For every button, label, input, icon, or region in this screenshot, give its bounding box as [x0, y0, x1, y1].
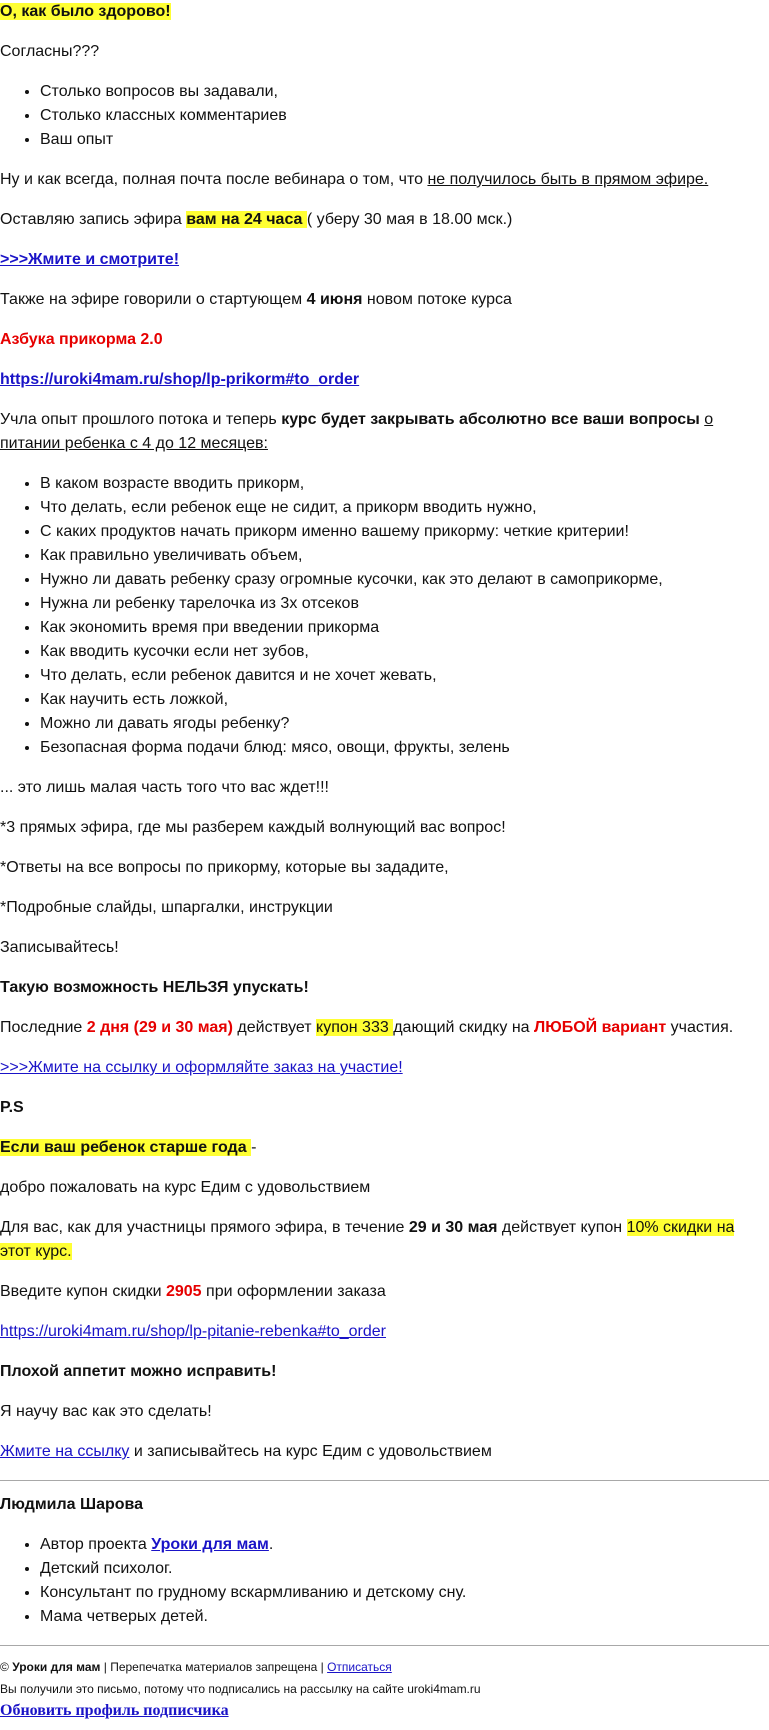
course-intro	[0, 288, 769, 312]
course-intro-prefix: Также на эфире говорили о стартующем	[0, 291, 307, 308]
headline	[0, 0, 769, 24]
final-paragraph	[0, 1440, 769, 1464]
record-suffix: ( уберу 30 мая в 18.00 мск.)	[306, 211, 513, 228]
watch-link[interactable]: >>>Жмите и смотрите!	[0, 251, 180, 268]
coupon-prefix: Последние	[0, 1019, 87, 1036]
divider	[0, 1645, 769, 1646]
list-item: • Ваш опыт	[40, 128, 769, 152]
list-item: • Как вводить кусочки если нет зубов,	[40, 640, 769, 664]
signup-text: Записывайтесь!	[0, 939, 119, 956]
course-url-link[interactable]: https://uroki4mam.ru/shop/lp-prikorm#to_order	[0, 371, 360, 388]
list-item: • Можно ли давать ягоды ребенку?	[40, 712, 769, 736]
order-paragraph	[0, 1056, 769, 1080]
welcome-text: добро пожаловать на курс Едим с удовольствием	[0, 1179, 371, 1196]
coupon-mid2: дающий скидку на	[393, 1019, 534, 1036]
discount-highlight: 10% скидки на этот курс.	[0, 1219, 735, 1260]
list-item: • Столько вопросов вы задавали,	[40, 80, 769, 104]
ps-text: P.S	[0, 1099, 24, 1116]
course2-url-link[interactable]: https://uroki4mam.ru/shop/lp-pitanie-rebenka#to_order	[0, 1323, 386, 1340]
mail-note-text: Ну и как всегда, полная почта после вебинара о том, что	[0, 171, 428, 188]
discount-dates: 29 и 30 мая	[408, 1219, 498, 1236]
list-item: • Нужно ли давать ребенку сразу огромные кусочки, как это делают в самоприкорме,	[40, 568, 769, 592]
copyright-sign: ©	[0, 1660, 13, 1674]
author-name-text: Людмила Шарова	[0, 1496, 144, 1513]
final-link[interactable]: Жмите на ссылку	[0, 1443, 130, 1460]
list-item	[40, 1533, 769, 1557]
feature-item: *3 прямых эфира, где мы разберем каждый волнующий вас вопрос!	[0, 819, 506, 836]
coupon-any: ЛЮБОЙ вариант	[534, 1019, 667, 1036]
ps	[0, 1096, 769, 1120]
agree-text: Согласны???	[0, 43, 100, 60]
older-child	[0, 1136, 769, 1160]
coupon-code: купон 333	[316, 1019, 394, 1036]
dont-miss-text: Такую возможность НЕЛЬЗЯ упускать!	[0, 979, 309, 996]
final-suffix: и записывайтесь на курс Едим с удовольствием	[129, 1443, 492, 1460]
record-highlight: вам на 24 часа	[186, 211, 307, 228]
course2-url-paragraph	[0, 1320, 769, 1344]
discount-mid: действует купон	[497, 1219, 627, 1236]
discount-prefix: Для вас, как для участницы прямого эфира, в течение	[0, 1219, 409, 1236]
author-name	[0, 1493, 769, 1517]
watch-paragraph	[0, 248, 769, 272]
coupon2-paragraph	[0, 1280, 769, 1304]
mail-note-underlined: не получилось быть в прямом эфире.	[427, 171, 709, 188]
author-list	[0, 1533, 769, 1629]
list-item: • Детский психолог.	[40, 1557, 769, 1581]
footer-copyright	[0, 1658, 769, 1676]
order-link[interactable]: >>>Жмите на ссылку и оформляйте заказ на участие!	[0, 1059, 403, 1076]
coupon2-code: 2905	[165, 1283, 202, 1300]
appetite-text: Плохой аппетит можно исправить!	[0, 1363, 277, 1380]
older-highlight: Если ваш ребенок старше года	[0, 1139, 252, 1156]
discount-paragraph	[0, 1216, 769, 1264]
intro-list	[0, 80, 769, 152]
record-prefix: Оставляю запись эфира	[0, 211, 187, 228]
course-start-date: 4 июня	[306, 291, 363, 308]
divider	[0, 1480, 769, 1481]
list-item: • Что делать, если ребенок еще не сидит, а прикорм вводить нужно,	[40, 496, 769, 520]
list-item: • В каком возрасте вводить прикорм,	[40, 472, 769, 496]
older-dash: -	[251, 1139, 257, 1156]
record-note	[0, 208, 769, 232]
coupon-days: 2 дня (29 и 30 мая)	[86, 1019, 233, 1036]
footer-notice: Вы получили это письмо, потому что подписались на рассылку на сайте uroki4mam.ru	[0, 1682, 481, 1696]
list-item: • Как правильно увеличивать объем,	[40, 544, 769, 568]
course-name	[0, 328, 769, 352]
coupon-mid: действует	[232, 1019, 317, 1036]
headline-text: О, как было здорово!	[0, 3, 171, 20]
course-desc-prefix: Учла опыт прошлого потока и теперь	[0, 411, 282, 428]
project-link[interactable]: Уроки для мам	[151, 1536, 269, 1553]
update-profile-link[interactable]: Обновить профиль подписчика	[0, 1702, 229, 1719]
update-profile-paragraph	[0, 1702, 769, 1720]
list-item: • С каких продуктов начать прикорм именно вашему прикорму: четкие критерии!	[40, 520, 769, 544]
coupon2-suffix: при оформлении заказа	[201, 1283, 386, 1300]
list-item: • Как научить есть ложкой,	[40, 688, 769, 712]
small-part-text: ... это лишь малая часть того что вас ждет!!!	[0, 779, 329, 796]
course-name-text: Азбука прикорма 2.0	[0, 331, 163, 348]
course-description	[0, 408, 769, 456]
dont-miss	[0, 976, 769, 1000]
topics-list	[0, 472, 769, 760]
coupon-paragraph	[0, 1016, 769, 1040]
list-item: • Как экономить время при введении прикорма	[40, 616, 769, 640]
course-desc-underlined: о питании ребенка с 4 до 12 месяцев:	[0, 411, 714, 452]
teach-text: Я научу вас как это сделать!	[0, 1403, 212, 1420]
feature-item: *Подробные слайды, шпаргалки, инструкции	[0, 899, 333, 916]
course-intro-suffix: новом потоке курса	[362, 291, 512, 308]
list-item: • Безопасная форма подачи блюд: мясо, овощи, фрукты, зелень	[40, 736, 769, 760]
author-bullet1-suffix: .	[268, 1536, 274, 1553]
author-bullet1-prefix: Автор проекта	[40, 1536, 152, 1553]
course-url-paragraph	[0, 368, 769, 392]
coupon2-prefix: Введите купон скидки	[0, 1283, 166, 1300]
list-item: • Что делать, если ребенок давится и не хочет жевать,	[40, 664, 769, 688]
appetite	[0, 1360, 769, 1384]
list-item: • Столько классных комментариев	[40, 104, 769, 128]
feature-item: *Ответы на все вопросы по прикорму, которые вы зададите,	[0, 859, 449, 876]
footer	[0, 1658, 769, 1720]
footer-brand: Уроки для мам	[12, 1660, 101, 1674]
list-item: • Мама четверых детей.	[40, 1605, 769, 1629]
coupon-suffix: участия.	[666, 1019, 734, 1036]
list-item: • Нужна ли ребенку тарелочка из 3х отсеков	[40, 592, 769, 616]
footer-sep: | Перепечатка материалов запрещена |	[100, 1660, 328, 1674]
unsubscribe-link[interactable]: Отписаться	[327, 1660, 392, 1674]
mail-note	[0, 168, 769, 192]
course-desc-bold: курс будет закрывать абсолютно все ваши вопросы	[281, 411, 700, 428]
list-item: • Консультант по грудному вскармливанию и детскому сну.	[40, 1581, 769, 1605]
